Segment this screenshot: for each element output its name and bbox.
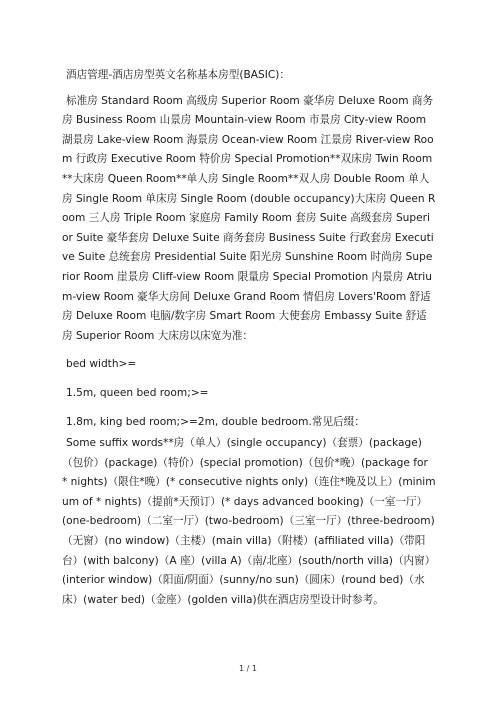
room-types-paragraph: 标准房 Standard Room 高级房 Superior Room 豪华房 Deluxe Room 商务房 Business Room 山景房 Mountain-view Room 市景房 City-view Room 湖景房 Lake-view Room 海景房 Ocean-view Room 江景房 River-view Room 行政房 Executive Room 特价房 Special Promotion**双床房 Twin Room**大床房 Queen Room**单人房 Single Room**双人房 Double Room 单人房 Single Room 单床房 Single Room (double occupancy)大床房 Queen Room 三人房 Triple Room 家庭房 Family Room 套房 Suite 高级套房 Superior Suite 豪华套房 Deluxe Suite 商务套房 Business Suite 行政套房 Executive Suite 总统套房 Presidential Suite 阳光房 Sunshine Room 时尚房 Superior Room 崖景房 Cliff-view Room 限量房 Special Promotion 内景房 Atrium-view Room 豪华大房间 Deluxe Grand Room 情侣房 Lovers'Room 舒适房 Deluxe Room 电脑/数字房 Smart Room 大使套房 Embassy Suite 舒适房 Superior Room 大床房以床宽为准： [62, 94, 436, 342]
page-number: 1 / 1 [239, 664, 257, 673]
bed-width-rule-2: 1.5m, queen bed room;>= [66, 386, 209, 399]
document-content [62, 66, 436, 610]
bed-width-rule-1: bed width>= [66, 358, 137, 371]
bed-width-rule-3: 1.8m, king bed room;>=2m, double bedroom.常见后缀： [66, 415, 365, 428]
suffix-paragraph: Some suffix words**房（单人）(single occupancy)（套票）(package)（包价）(package)（特价）(special promotion)（包价*晚）(package for * nights)（限住*晚）(* consecutive nights only)（连住*晚及以上）(minimum of * nights)（提前*天预订）(* days advanced booking)（一室一厅）(one-bedroom)（二室一厅）(two-bedroom)（三室一厅）(three-bedroom)（无窗）(no window)（主楼）(main villa)（附楼）(affiliated villa)（带阳台）(with balcony)（A 座）(villa A)（南/北座）(south/north villa)（内窗）(interior window)（阳面/阴面）(sunny/no sun)（圆床）(round bed)（水床）(water bed)（金座）(golden villa)供在酒店房型设计时参考。 [62, 437, 436, 606]
document-title: 酒店管理-酒店房型英文名称基本房型(BASIC)： [66, 69, 290, 81]
